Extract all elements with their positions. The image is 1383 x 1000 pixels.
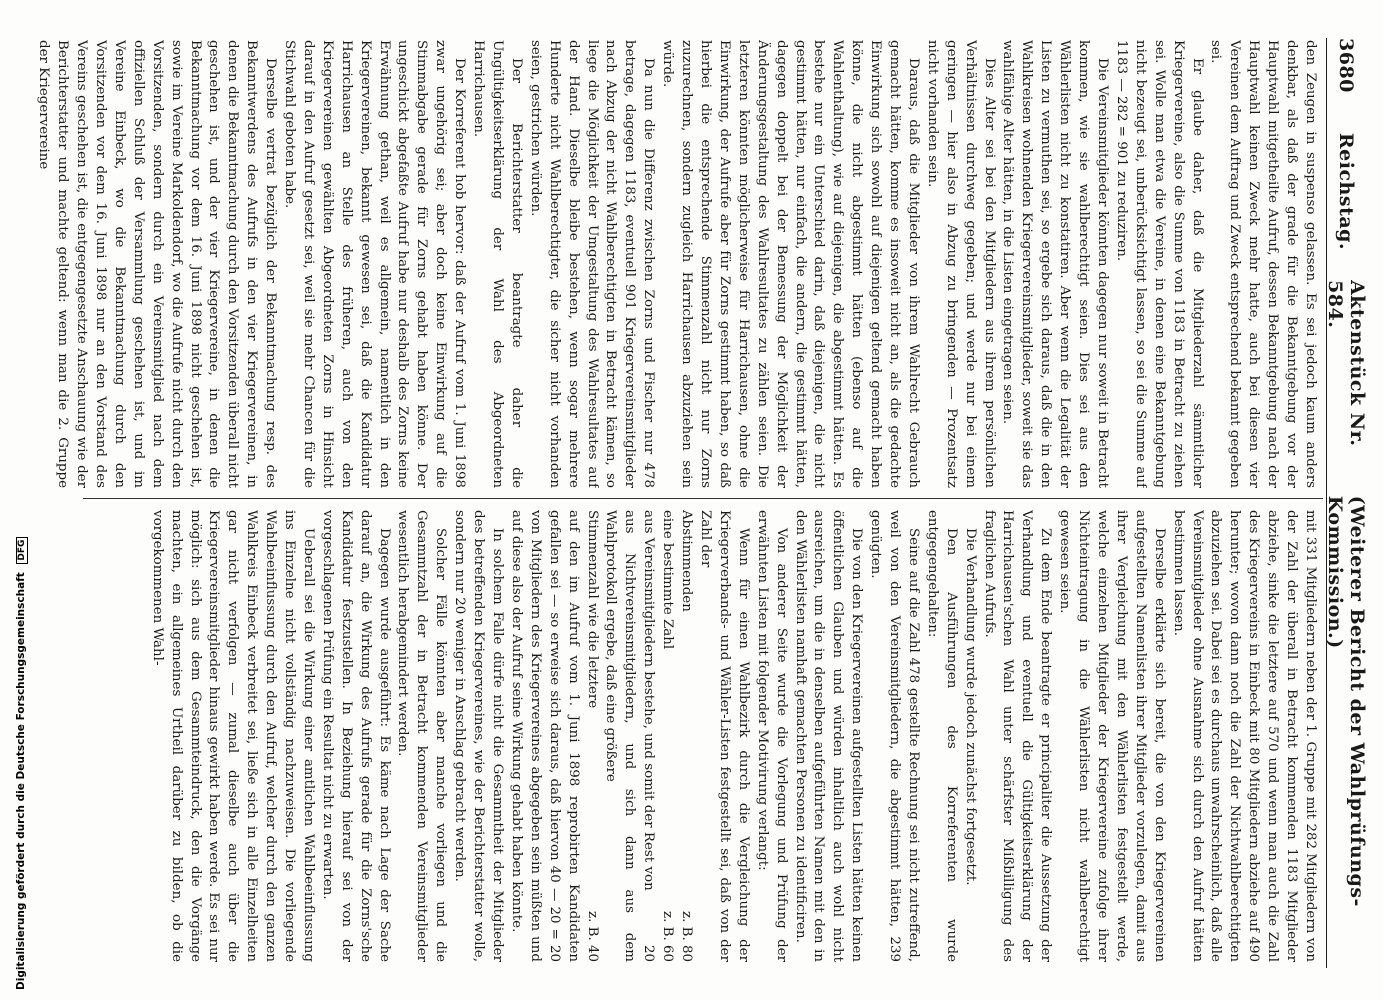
dfg-logo: DFG <box>16 537 28 564</box>
paragraph: Er glaube daher, daß die Mitgliederzahl sämmtlicher Kriegervereine, also die Summe von 1183 in Betracht zu ziehen sei. Wolle man etwa die Vereine, in denen eine Bekanntgebung nicht bezeugt sei, unberücksichtigt lassen, so sei die Summe auf 1183 — 282 = 901 zu reduziren. <box>1113 40 1205 488</box>
paragraph: Von anderer Seite wurde die Vorlegung und Prüfung der erwähnten Listen mit folgender Motivirung verlangt: <box>754 510 789 962</box>
paragraph: Den Ausführungen des Korreferenten wurde entgegengehalten: <box>924 510 959 962</box>
calc-value: z. B. 80 <box>679 911 695 962</box>
calc-label: aus Nichtvereinsmitgliedern, und sich dann aus dem Wahlprotokoll ergebe, daß eine größere <box>603 510 638 962</box>
page-header <box>1324 38 1368 968</box>
paragraph: Dagegen wurde ausgeführt: Es käme nach Lage der Sache darauf an, die Wirkung des Aufrufs gerade für die Zorns'sche Kandidatur festzustellen. In Beziehung hierauf sei von der vorgeschlagenen Prüfung ein Resultat nicht zu erwarten. <box>319 510 392 962</box>
calc-value: z. B. 40 <box>584 911 600 962</box>
calc-label: eine bestimmte Zahl <box>660 510 676 650</box>
digitization-credit <box>0 0 27 1000</box>
calc-value: 20 <box>641 944 657 962</box>
calc-label: Stimmenzahl wie die letztere <box>584 510 600 709</box>
paragraph: In solchem Falle dürfe nicht die Gesammtheit der Mitglieder des betreffenden Kriegervereines, wie der Berichterstatter wolle, sondern nur 20 weniger in Anschlag gebracht werden. <box>452 510 506 962</box>
paragraph: Der Korreferent hob hervor: daß der Aufruf vom 1. Juni 1898 zwar ungehörig sei; aber doch keine Einwirkung auf die Stimmabgabe gerade für Zorns gehabt haben könne. Der ungeschickt abgefaßte Aufruf habe nur deshalb des Zorns keine Erwähnung gethan, weil es allgemein, namentlich in den Kriegervereinen, bekannt gewesen sei, daß die Kandidatur Harrichausen an Stelle des früheren, auch von den Kriegervereinen gewählten Abgeordneten Zorns in Hinsicht darauf in den Aufruf gesetzt sei, weil sie mehr Chancen für die Stichwahl geboten habe. <box>282 40 468 488</box>
paragraph: Dies Alter sei bei den Mitgliedern aus ihrem persönlichen Verhältnissen durchweg gegeben; und werde nur bei einem geringen — hier also in Abzug zu bringenden — Prozentsatz nicht vorhanden sein. <box>924 40 997 488</box>
document-number: Aktenstück Nr. 584. <box>1324 280 1368 447</box>
paragraph: Da nun die Differenz zwischen Zorns und Fischer nur 478 betrage, dagegen 1183, eventuell 901 Kriegervereinsmitglieder nach Abzug der nicht Wahlberechtigten in Betracht kämen, so liege die Möglichkeit der Umgestaltung des Wahlresultates auf der Hand. Dieselbe bleibe bestehen, wenn sogar mehrere Hunderte nicht Wahlberechtigter, die sicher nicht vorhanden seien, gestrichen würden. <box>527 40 657 488</box>
paragraph: auf den im Aufruf vom 1. Juni 1898 reprobirten Kandidaten gefallen sei — so erweise sich daraus, daß hiervon 40 — 20 = 20 von Mitgliedern des Kriegervereines abgegeben sein müßten und auf diese also der Aufruf seine Wirkung gehabt haben könnte. <box>508 510 581 962</box>
paragraph: Daraus, daß die Mitglieder von ihrem Wahlrecht Gebrauch gemacht hätten, komme es insoweit nicht an, als die gedachte Einwirkung sich sowohl auf diejenigen geltend gemacht haben könne, die nicht abgestimmt hätten (ebenso auf die Wahlenthaltung), wie auf diejenigen, die abgestimmt hätten. Es bestehe nur ein Unterschied darin, daß diejenigen, die nicht gestimmt hätten, nur einfach, die andern, die gestimmt hätten, dagegen doppelt bei der Bemessung der Möglichkeit der Änderungsgestaltung des Wahlresultates zu zählen seien. Die letzteren könnten möglicherweise für Harrichausen, ohne die Einwirkung, der Aufrufe aber für Zorns gestimmt haben, so daß hierbei die entsprechende Stimmenzahl nicht nur Zorns zuzurechnen, sondern zugleich Harrichausen abzuziehen sein würde. <box>660 40 921 488</box>
paragraph: Seine auf die Zahl 478 gestellte Rechnung sei nicht zutreffend, weil von den Vereinsmitgliedern, die abgestimmt hätten, 239 genügten. <box>868 510 921 962</box>
paragraph: Derselbe vertrat bezüglich der Bekanntmachung resp. des Bekanntwerdens des Aufrufs in den vier Kriegervereinen, in denen die Bekanntmachung durch den Vorsitzenden überall nicht geschehen ist, und der vier Kriegervereine, in denen die Bekanntmachung vor dem 16. Juni 1898 nicht geschehen ist, sowie im Vereine Markoldendorf, wo die Aufrufe nicht durch den Vorsitzenden, sondern durch ein Vereinsmitglied nach dem offiziellen Schluß der Versammlung geschehen ist, und im Vereine Einbeck, wo die Bekanntmachung durch den Vorsitzenden vor dem 16. Juni 1898 nur an den Vorstand des Vereins geschehen ist, die entgegengesetzte Anschauung wie der Berichterstatter und machte geltend: wenn man die 2. Gruppe der Kriegervereine <box>36 40 279 488</box>
calc-line <box>601 510 639 962</box>
calc-label: aus Vereinsmitgliedern bestehe, und somit der Rest von <box>641 510 657 891</box>
paragraph: Wenn für einen Wahlbezirk durch die Vergleichung der Kriegerverbands- und Wähler-Listen festgestellt sei, daß von der Zahl der <box>698 510 751 962</box>
credit-text-wrap <box>15 537 28 990</box>
paragraph: Die Vereinsmitglieder könnten dagegen nur soweit in Betracht kommen, wie sie wahlberechtigt seien. Dies sei aus den Wählerlisten nicht zu konstatiren. Aber wenn die Legalität der Listen zu vermuthen sei, so ergebe sich daraus, daß die in den Wahlkreisen wohnenden Kriegervereinsmitglieder, soweit sie das wahlfähige Alter hätten, in die Listen eingetragen seien. <box>1000 40 1111 488</box>
left-column <box>29 40 1319 488</box>
calc-line <box>657 510 676 962</box>
paragraph: Zu dem Ende beantragte er principaliter die Aussetzung der Verhandlung und eventuell die Gültigkeitserklärung der Harrichausen'schen Wahl unter schärfster Mißbilligung des fraglichen Aufrufs. <box>981 510 1054 962</box>
calc-line <box>676 510 695 962</box>
paragraph: Der Berichterstatter beantragte daher die Ungültigkeitserklärung der Wahl des Abgeordneten Harrichausen. <box>471 40 524 488</box>
column-divider <box>83 498 1323 499</box>
calc-line <box>638 510 657 962</box>
calc-line <box>582 510 601 962</box>
header-rule <box>1326 38 1327 968</box>
paragraph: Ueberall sei die Wirkung einer amtlichen Wahlbeeinflussung ins Einzelne nicht vollständig nachzuweisen. Die vorliegende Wahlbeeinflussung durch den Aufruf, welcher durch den ganzen Wahlkreis Einbeck verbreitet sei, ließe sich in alle Einzelheiten gar nicht verfolgen — zumal dieselbe auch über die Kriegervereinsmitglieder hinaus gewirkt haben werde. Es sei nur möglich: sich aus dem Gesammteindruck, den die Vorgänge machten, ein allgemeines Urtheil darüber zu bilden, ob die vorgekommenen Wahl- <box>149 510 316 962</box>
paragraph: den Zeugen in suspenso gelassen. Es sei jedoch kaum anders denkbar, als daß der grade für die Bekanntgebung vor der Hauptwahl mitgetheilte Aufruf, dessen Bekanntgebung nach der Hauptwahl keinen Zweck mehr hatte, auch bei diesen vier Vereinen dem Auftrag und Zweck entsprechend bekannt gegeben sei. <box>1208 40 1318 488</box>
right-column <box>29 510 1319 962</box>
credit-text: Digitalisierung gefördert durch die Deutsche Forschungsgemeinschaft <box>15 572 27 990</box>
paragraph: Die Verhandlung wurde jedoch zunächst fortgesetzt. <box>962 528 978 886</box>
calc-value: z. B. 60 <box>660 911 676 962</box>
paragraph: Solcher Fälle könnten aber manche vorliegen und die Gesammtzahl der in Betracht kommenden Vereinsmitglieder wesentlich herabgemindert werden. <box>395 510 449 962</box>
paragraph: mit 331 Mitgliedern neben der 1. Gruppe mit 282 Mitgliedern von der Zahl der überall in Betracht kommenden 1183 Mitglieder abziehe, sinke die letztere auf 570 und wenn man auch die Zahl des Kriegervereins in Einbeck mit 80 Mitgliedern abziehe auf 490 herunter; wovon dann noch die Zahl der Nichtwahlberechtigten abzuziehen sei. Dabei sei es durchaus unwahrscheinlich, daß alle Vereinsmitglieder ohne Ausnahme sich durch den Aufruf hätten bestimmen lassen. <box>1170 510 1318 962</box>
publication-name: Reichstag. <box>1335 132 1357 251</box>
paragraph: Derselbe erklärte sich bereit, die von den Kriegervereinen aufgestellten Namenlisten ihrer Mitglieder vorzulegen, damit aus ihrer Vergleichung mit den Wählerlisten festgestellt werde, welche einzelnen Mitglieder der Kriegervereine zufolge ihrer Nichteintragung in die Wählerlisten nicht wahlberechtigt gewesen seien. <box>1057 510 1167 962</box>
page-number: 3680 <box>1335 38 1357 93</box>
calc-label: Abstimmenden <box>679 510 695 612</box>
paragraph: Die von den Kriegervereinen aufgestellten Listen hätten keinen öffentlichen Glauben und würden inhaltlich auch wohl nicht ausreichen, um die in denselben aufgeführten Namen mit den in den Wählerlisten namhaft gemachten Personen zu identificiren. <box>792 510 865 962</box>
document-subtitle: (Weiterer Bericht der Wahlprüfungs-Kommission.) <box>1324 495 1368 907</box>
